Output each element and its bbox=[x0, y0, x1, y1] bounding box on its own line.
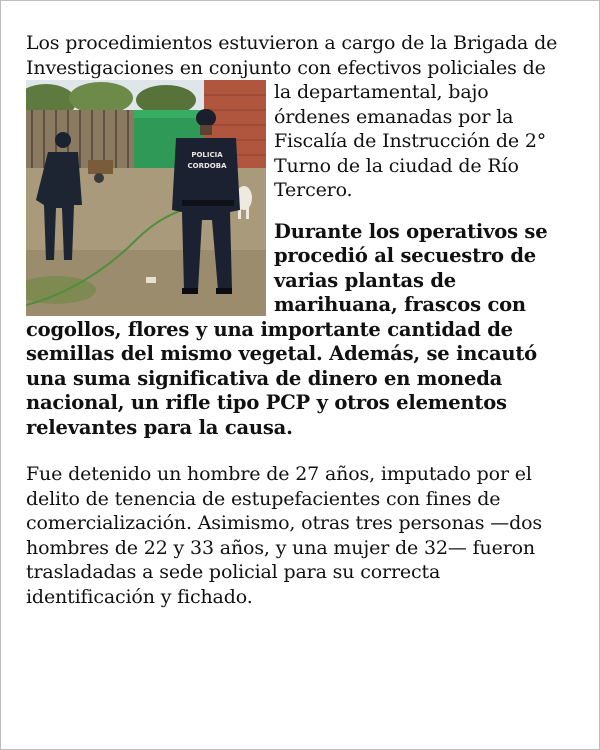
paragraph-3: Fue detenido un hombre de 27 años, imputado por el delito de tenencia de estupefacientes con fines de comercialización. Asimismo, otras tres personas —dos hombres de 22 y 33 años, y una mujer de 32— fueron trasladadas a sede policial para su correcta identificación y fichado. bbox=[26, 463, 542, 608]
article-body bbox=[26, 31, 566, 609]
police-operation-photo bbox=[26, 80, 266, 316]
paragraph-spacer bbox=[26, 440, 566, 462]
vest-text-line1: POLICIA bbox=[191, 151, 223, 159]
paragraph-2-bold: Durante los operativos se procedió al secuestro de varias plantas de marihuana, frascos con cogollos, flores y una importante cantidad de semillas del mismo vegetal. Además, se incautó una suma significativa de dinero en moneda nacional, un rifle tipo PCP y otros elementos relevantes para la causa. bbox=[26, 219, 548, 439]
vest-text-line2: CORDOBA bbox=[187, 162, 227, 170]
paragraph-1-lead: Los procedimientos estuvieron a cargo de la Brigada de Investigaciones en conjunto con efectivos policiales de bbox=[26, 32, 558, 79]
paragraph-1-wrap: la departamental, bajo órdenes emanadas por la Fiscalía de Instrucción de 2° Turno de la ciudad de Río Tercero. bbox=[274, 81, 547, 201]
